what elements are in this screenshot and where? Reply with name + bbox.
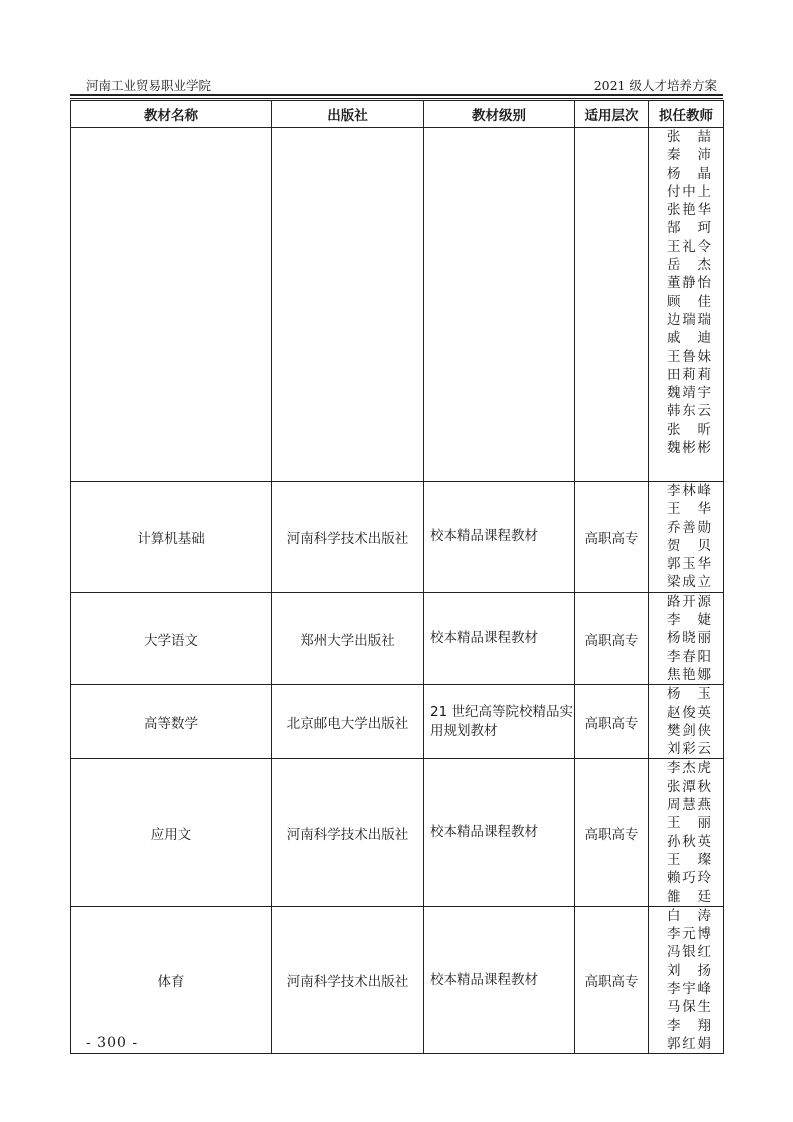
cell-publisher: 北京邮电大学出版社 (272, 685, 424, 759)
plan-title: 2021 级人才培养方案 (593, 78, 717, 93)
cell-publisher: 郑州大学出版社 (272, 592, 424, 684)
teacher-name: 李 翔 (667, 1017, 711, 1034)
cell-textbook-name: 高等数学 (71, 685, 272, 759)
teacher-name: 顾 佳 (667, 293, 711, 310)
teacher-name: 李杰虎 (667, 760, 711, 777)
column-header-teachers: 拟任教师 (649, 101, 724, 128)
cell-level: 校本精品课程教材 (424, 759, 575, 906)
cell-tier: 高职高专 (575, 482, 649, 593)
teacher-name: 王 华 (667, 501, 711, 518)
teacher-name: 田莉莉 (667, 366, 711, 383)
teacher-name: 郜 珂 (667, 220, 711, 237)
teacher-name: 杨 玉 (667, 686, 711, 703)
cell-publisher: 河南科学技术出版社 (272, 482, 424, 593)
teacher-name: 秦 沛 (667, 147, 711, 164)
cell-teachers (649, 906, 724, 1053)
teacher-name: 付中上 (667, 183, 711, 200)
teacher-name: 杨 晶 (667, 165, 711, 182)
cell-publisher (272, 128, 424, 482)
table-row (71, 128, 724, 482)
table-row (71, 906, 724, 1053)
cell-teachers (649, 759, 724, 906)
running-header (70, 78, 723, 94)
cell-level (424, 128, 575, 482)
cell-teachers (649, 482, 724, 593)
textbook-table (70, 100, 724, 1054)
teacher-name: 孙秋英 (667, 833, 711, 850)
teacher-name: 乔善勋 (667, 519, 711, 536)
cell-textbook-name: 计算机基础 (71, 482, 272, 593)
cell-textbook-name: 体育 (71, 906, 272, 1053)
teacher-name: 魏靖宇 (667, 385, 711, 402)
cell-level: 校本精品课程教材 (424, 906, 575, 1053)
teacher-name: 王 丽 (667, 815, 711, 832)
cell-publisher: 河南科学技术出版社 (272, 906, 424, 1053)
teacher-name: 李元博 (667, 926, 711, 943)
column-header-tier: 适用层次 (575, 101, 649, 128)
cell-tier: 高职高专 (575, 906, 649, 1053)
teacher-name: 贺 贝 (667, 537, 711, 554)
teacher-name: 雒 廷 (667, 888, 711, 905)
column-header-name: 教材名称 (71, 101, 272, 128)
teacher-name: 冯银红 (667, 944, 711, 961)
cell-textbook-name: 应用文 (71, 759, 272, 906)
teacher-name: 路开源 (667, 593, 711, 610)
teacher-name: 刘 扬 (667, 962, 711, 979)
cell-tier (575, 128, 649, 482)
teacher-name: 王 璨 (667, 851, 711, 868)
teacher-name: 郭红娟 (667, 1035, 711, 1052)
teacher-name: 梁成立 (667, 574, 711, 591)
teacher-name: 周慧燕 (667, 797, 711, 814)
teacher-name: 岳 杰 (667, 257, 711, 274)
table-body (71, 128, 724, 1054)
cell-tier: 高职高专 (575, 685, 649, 759)
cell-level: 校本精品课程教材 (424, 592, 575, 684)
teacher-name: 张 喆 (667, 129, 711, 145)
teacher-name: 郭玉华 (667, 556, 711, 573)
cell-tier: 高职高专 (575, 592, 649, 684)
teacher-name: 边瑞瑞 (667, 311, 711, 328)
table-header-row (71, 101, 724, 128)
column-header-level: 教材级别 (424, 101, 575, 128)
teacher-name: 李春阳 (667, 648, 711, 665)
teacher-name: 赖巧玲 (667, 870, 711, 887)
cell-teachers (649, 592, 724, 684)
header-rule-thick (70, 94, 723, 96)
teacher-name: 赵俊英 (667, 704, 711, 721)
cell-publisher: 河南科学技术出版社 (272, 759, 424, 906)
teacher-name: 韩东云 (667, 403, 711, 420)
teacher-name: 刘彩云 (667, 741, 711, 758)
cell-textbook-name: 大学语文 (71, 592, 272, 684)
teacher-name: 王礼令 (667, 238, 711, 255)
column-header-publisher: 出版社 (272, 101, 424, 128)
table-row (71, 482, 724, 593)
teacher-name: 樊剑侠 (667, 722, 711, 739)
teacher-name: 白 涛 (667, 907, 711, 924)
header-rule-thin (70, 98, 723, 99)
teacher-name: 马保生 (667, 999, 711, 1016)
teacher-name: 李 婕 (667, 612, 711, 629)
teacher-name: 张艳华 (667, 202, 711, 219)
table-row (71, 685, 724, 759)
table-row (71, 759, 724, 906)
page-number: - 300 - (86, 1035, 139, 1051)
cell-teachers (649, 128, 724, 482)
teacher-name: 李林峰 (667, 483, 711, 499)
teacher-name: 董静怡 (667, 275, 711, 292)
teacher-name: 张 昕 (667, 421, 711, 438)
teacher-name: 王鲁妹 (667, 348, 711, 365)
cell-level: 校本精品课程教材 (424, 482, 575, 593)
teacher-name: 张潭秋 (667, 778, 711, 795)
teacher-name: 魏彬彬 (667, 440, 711, 457)
cell-textbook-name (71, 128, 272, 482)
cell-tier: 高职高专 (575, 759, 649, 906)
teacher-name: 李宇峰 (667, 981, 711, 998)
teacher-name: 焦艳娜 (667, 666, 711, 683)
cell-teachers (649, 685, 724, 759)
institution-name: 河南工业贸易职业学院 (86, 78, 212, 93)
cell-level: 21 世纪高等院校精品实用规划教材 (424, 685, 575, 759)
teacher-name: 戚 迪 (667, 330, 711, 347)
table-row (71, 592, 724, 684)
teacher-name: 杨晓丽 (667, 630, 711, 647)
